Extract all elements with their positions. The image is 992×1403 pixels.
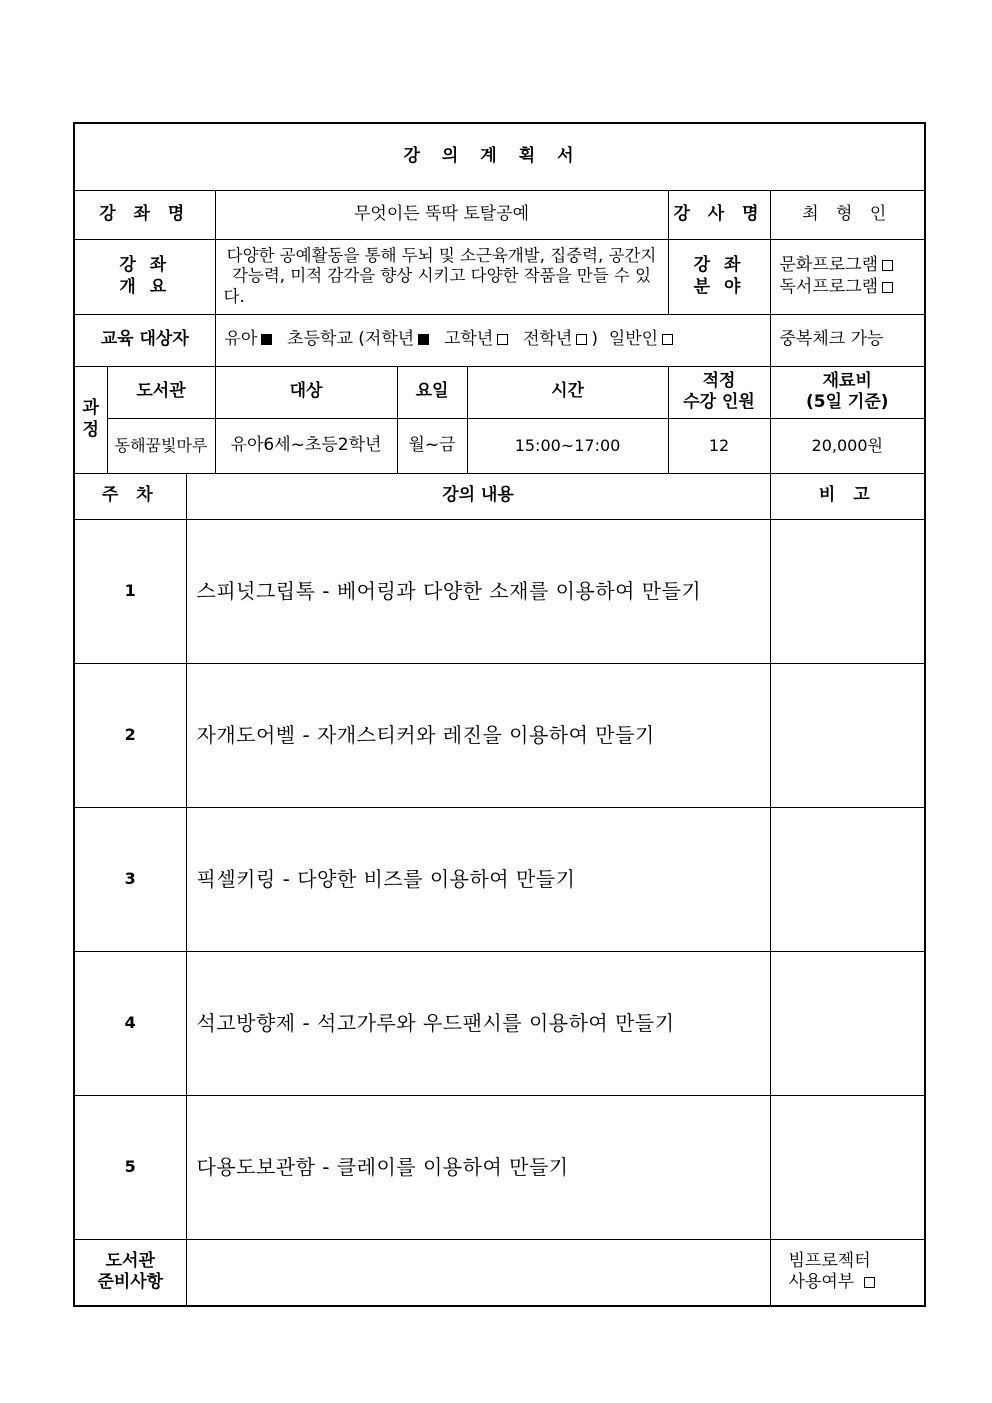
audience-all-grades-label: 전학년	[523, 329, 573, 350]
process-header-fee	[770, 366, 925, 418]
checkbox-checked-icon[interactable]	[261, 334, 272, 345]
audience-label: 교육 대상자	[74, 314, 215, 366]
process-label	[74, 366, 107, 473]
overview-label-line-1: 강 좌	[119, 255, 171, 276]
field-options	[770, 239, 925, 314]
projector-label-line-1: 빔프로젝터	[788, 1251, 871, 1271]
capacity-header-line-1: 적정	[702, 370, 736, 391]
process-label-line-2: 정	[82, 419, 99, 440]
audience-note: 중복체크 가능	[770, 314, 925, 366]
projector-usage	[770, 1239, 925, 1306]
fee-header-line-2: (5일 기준)	[805, 392, 889, 412]
week-content: 자개도어벨 - 자개스티커와 레진을 이용하여 만들기	[186, 663, 770, 807]
week-number: 3	[74, 807, 186, 951]
capacity-header-line-2: 수강 인원	[683, 392, 755, 412]
audience-upper-label: 고학년	[443, 329, 494, 350]
process-target: 유아6세~초등2학년	[215, 418, 397, 473]
process-time: 15:00~17:00	[467, 418, 668, 473]
content-header: 강의 내용	[186, 473, 770, 519]
process-library: 동해꿈빛마루	[107, 418, 215, 473]
course-name-label: 강 좌 명	[74, 190, 215, 239]
field-label-line-2: 분 야	[693, 276, 745, 297]
week-note	[770, 951, 925, 1095]
checkbox-icon[interactable]	[882, 282, 893, 293]
week-number: 4	[74, 951, 186, 1095]
process-header-target: 대상	[215, 366, 397, 418]
process-day: 월~금	[397, 418, 467, 473]
document-title: 강의계획서	[74, 123, 925, 190]
projector-option[interactable]	[771, 1272, 925, 1293]
preparation-label	[74, 1239, 186, 1306]
process-header-capacity	[668, 366, 770, 418]
week-content: 픽셀키링 - 다양한 비즈를 이용하여 만들기	[186, 807, 770, 951]
preparation-label-line-2: 준비사항	[97, 1272, 164, 1293]
week-number: 2	[74, 663, 186, 807]
audience-infant-label: 유아	[224, 329, 258, 350]
preparation-label-line-1: 도서관	[105, 1251, 155, 1271]
process-header-time: 시간	[467, 366, 668, 418]
week-number: 1	[74, 519, 186, 663]
checkbox-icon[interactable]	[576, 334, 587, 345]
week-header: 주 차	[74, 473, 186, 519]
audience-close-paren: )	[591, 329, 598, 350]
week-note	[770, 519, 925, 663]
field-option-reading[interactable]	[771, 277, 925, 298]
overview-label	[74, 239, 215, 314]
checkbox-checked-icon[interactable]	[418, 334, 429, 345]
audience-options	[215, 314, 770, 366]
week-number: 5	[74, 1095, 186, 1239]
process-fee: 20,000원	[770, 418, 925, 473]
field-option-culture[interactable]	[771, 255, 925, 276]
process-capacity: 12	[668, 418, 770, 473]
field-label	[668, 239, 770, 314]
checkbox-icon[interactable]	[882, 260, 893, 271]
instructor-label: 강 사 명	[668, 190, 770, 239]
instructor-value: 최 형 인	[770, 190, 925, 239]
lecture-plan-table	[73, 122, 926, 1307]
week-content: 다용도보관함 - 클레이를 이용하여 만들기	[186, 1095, 770, 1239]
projector-label-line-2: 사용여부	[788, 1272, 855, 1293]
week-content: 석고방향제 - 석고가루와 우드팬시를 이용하여 만들기	[186, 951, 770, 1095]
week-note	[770, 663, 925, 807]
note-header: 비 고	[770, 473, 925, 519]
checkbox-icon[interactable]	[662, 334, 673, 345]
checkbox-icon[interactable]	[497, 334, 508, 345]
field-label-line-1: 강 좌	[693, 255, 745, 276]
week-note	[770, 807, 925, 951]
field-option-reading-label: 독서프로그램	[779, 276, 879, 297]
week-note	[770, 1095, 925, 1239]
preparation-value	[186, 1239, 770, 1306]
week-content: 스피넛그립톡 - 베어링과 다양한 소재를 이용하여 만들기	[186, 519, 770, 663]
field-option-culture-label: 문화프로그램	[779, 255, 879, 276]
audience-elementary-label: 초등학교 (저학년	[287, 329, 415, 350]
fee-header-line-1: 재료비	[822, 370, 872, 391]
process-label-line-1: 과	[82, 398, 99, 419]
overview-value: 다양한 공예활동을 통해 두뇌 및 소근육개발, 집중력, 공간지각능력, 미적 감각을 향상 시키고 다양한 작품을 만들 수 있다.	[215, 239, 668, 314]
audience-general-label: 일반인	[608, 329, 659, 350]
overview-label-line-2: 개 요	[119, 276, 171, 297]
course-name-value: 무엇이든 뚝딱 토탈공예	[215, 190, 668, 239]
process-header-day: 요일	[397, 366, 467, 418]
checkbox-icon[interactable]	[864, 1277, 875, 1288]
process-header-library: 도서관	[107, 366, 215, 418]
